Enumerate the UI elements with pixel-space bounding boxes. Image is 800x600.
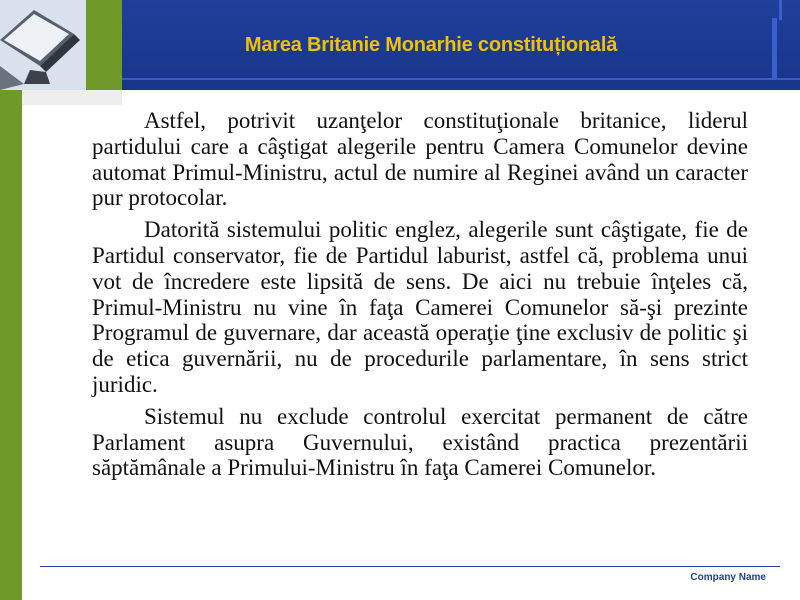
left-sidebar-bar — [0, 90, 22, 600]
header-accent-bar — [772, 18, 777, 80]
sidebar-light-band — [22, 90, 122, 105]
header-rule — [122, 78, 800, 80]
computer-monitor-logo — [0, 0, 86, 90]
paragraph: Sistemul nu exclude controlul exercitat permanent de către Parlament asupra Guvernului, existând practica prezentării săptămânale a Primului-Ministru în faţa Camerei Comunelor. — [92, 403, 748, 481]
paragraph: Datorită sistemului politic englez, alegerile sunt câştigate, fie de Partidul conservator, fie de Partidul laburist, astfel că, problema unui vot de încredere este lipsită de sens. De aici nu trebuie înţeles că, Primul-Ministru nu vine în faţa Camerei Comunelor să-şi prezinte Programul de guvernare, dar această operaţie ţine exclusiv de politic şi de etica guvernării, nu de procedurile parlamentare, în sens strict juridic. — [92, 217, 748, 397]
footer-divider — [40, 566, 780, 567]
monitor-icon — [0, 0, 86, 90]
header-accent-bar-small — [779, 0, 782, 20]
company-name: Company Name — [690, 572, 766, 583]
slide-title: Marea Britanie Monarhie constituțională — [244, 34, 618, 56]
paragraph: Astfel, potrivit uzanţelor constituţionale britanice, liderul partidului care a câştigat alegerile pentru Camera Comunelor devine automat Primul-Ministru, actul de numire al Reginei având un caracter pur protocolar. — [92, 108, 748, 211]
slide-body — [92, 108, 748, 487]
